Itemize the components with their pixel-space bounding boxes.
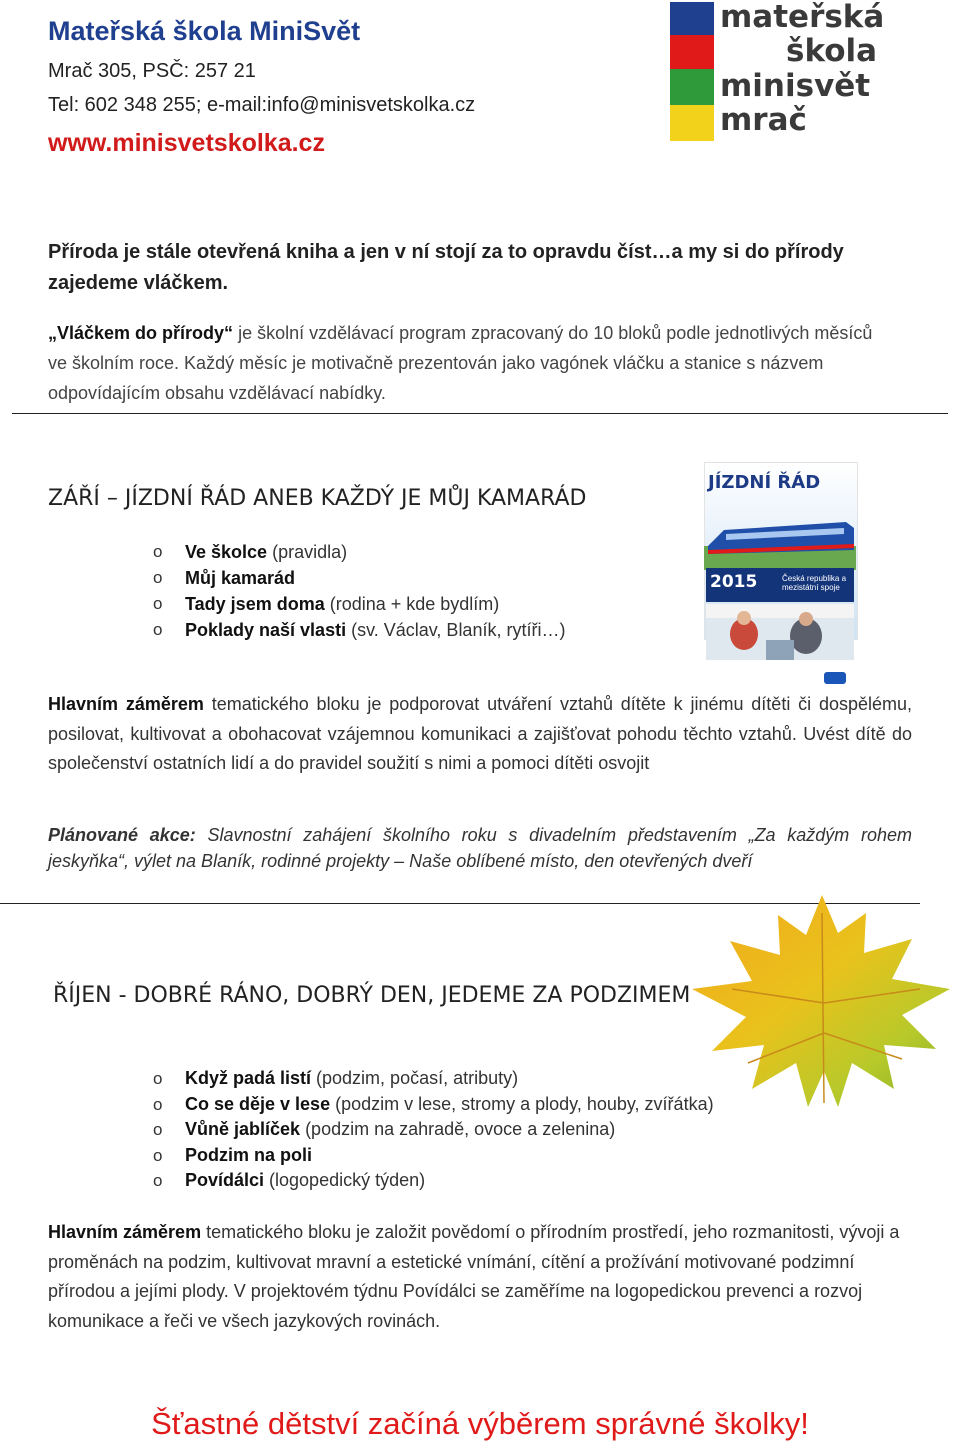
school-contact: Tel: 602 348 255; e-mail:info@minisvetskolka.cz [48,94,476,116]
divider [12,413,948,414]
logo-word-4: mrač [720,102,807,138]
logo-word-3: minisvět [720,68,871,104]
school-logo [668,0,898,142]
september-planned-events: Plánované akce: Slavnostní zahájení školního roku s divadelním představením „Za každým rohem jeskyňka“, výlet na Blaník, rodinné projekty – Naše oblíbené místo, den otevřených dveří [48,825,912,871]
school-name: Mateřská škola MiniSvět [48,16,361,46]
section-heading-october: ŘÍJEN - DOBRÉ RÁNO, DOBRÝ DEN, JEDEME ZA PODZIMEM [53,983,691,1008]
list-item: o Tady jsem doma (rodina + kde bydlím) [153,594,500,614]
list-item: o Můj kamarád [153,568,296,588]
footer-slogan: Šťastné dětství začíná výběrem správné školky! [151,1406,809,1441]
list-item: o Ve školce (pravidla) [153,542,348,562]
cover-year: 2015 [710,572,758,592]
logo-word-1: mateřská [720,0,885,35]
program-name: „Vláčkem do přírody“ [48,323,234,343]
intro-paragraph [48,318,888,408]
list-item: o Poklady naší vlasti (sv. Václav, Blaník, rytíři…) [153,620,566,640]
list-item: o Co se děje v lese (podzim v lese, stromy a plody, houby, zvířátka) [153,1093,714,1114]
timetable-cover-image [690,458,858,688]
logo-blue-bar [670,2,714,35]
school-address: Mrač 305, PSČ: 257 21 [48,60,256,82]
cover-title: JÍZDNÍ ŘÁD [708,472,821,493]
september-topic-list [48,539,565,643]
passengers-photo [706,604,854,660]
september-aim-paragraph: Hlavním záměrem tematického bloku je podporovat utváření vztahů dítěte k jinému dítěti či dospělému, posilovat, kultivovat a obohacovat vzájemnou komunikaci a zajišťovat pohodu těchto vztahů. Uvést dítě do společenství ostatních lidí a do pravidel soužití s nimi a pomoci dítěti osvojit [48,694,912,773]
logo-green-bar [670,69,714,105]
cd-logo-icon [824,672,846,684]
logo-word-2: škola [786,33,878,69]
october-aim-paragraph: Hlavním záměrem tematického bloku je založit povědomí o přírodním prostředí, jeho rozmanitosti, vývoji a proměnách na podzim, kultivovat mravní a estetické vnímání, cítění a prožívání motivované podzimní přírodou a jejími plody. V projektovém týdnu Povídálci se zaměříme na logopedickou prevenci a rozvoj komunikace a řeči ve všech jazykových rovinách. [48,1222,900,1331]
intro-quote: Příroda je stále otevřená kniha a jen v ní stojí za to opravdu číst…a my si do přírody zajedeme vláčkem. [48,241,844,294]
school-website-link[interactable]: www.minisvetskolka.cz [48,129,325,157]
list-item: o Podzim na poli [153,1144,313,1165]
autumn-leaf-image [688,893,956,1119]
list-item: o Vůně jablíček (podzim na zahradě, ovoce a zelenina) [153,1119,616,1139]
train-illustration [704,498,856,570]
logo-red-bar [670,35,714,69]
october-topic-list [48,1066,714,1194]
list-item: o Když padá listí (podzim, počasí, atributy) [153,1068,519,1088]
logo-yellow-bar [670,105,714,141]
program-description: je školní vzdělávací program zpracovaný do 10 bloků podle jednotlivých měsíců ve školním roce. Každý měsíc je motivačně prezentován jako vagónek vláčku a stanice s názvem odpovídajícím obsahu vzdělávací nabídky. [48,323,873,403]
cover-subtitle: Česká republika a mezistátní spoje [782,574,847,592]
list-item: o Povídálci (logopedický týden) [153,1170,426,1190]
section-heading-september: ZÁŘÍ – JÍZDNÍ ŘÁD ANEB KAŽDÝ JE MŮJ KAMARÁD [48,486,587,511]
